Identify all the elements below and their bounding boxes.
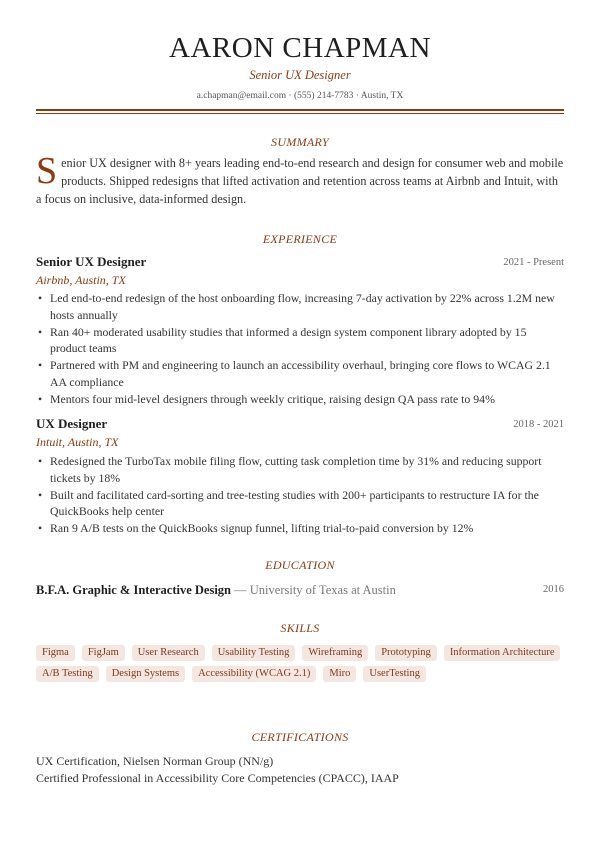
skills-heading: SKILLS [280,621,320,635]
certification-item: Certified Professional in Accessibility Core Competencies (CPACC), IAAP [36,771,399,785]
experience-heading: EXPERIENCE [262,232,338,246]
certification-item: UX Certification, Nielsen Norman Group (NN/g) [36,754,274,768]
job-bullet: • Built and facilitated card-sorting and tree-testing studies with 200+ participants to restructure IA for the QuickBooks help center [36,487,564,520]
skill-chip: Accessibility (WCAG 2.1) [192,666,316,682]
summary-dropcap: S [36,150,58,192]
job-company: Intuit, Austin, TX [36,435,119,449]
skill-chip: Prototyping [375,645,437,661]
summary-text: enior UX designer with 8+ years leading end-to-end research and design for consumer web and mobile products. Shipped redesigns that lifted activation and retention across teams at Airbnb and Intuit, with a focus on inclusive, data-informed design. [36,156,564,206]
education-school: University of Texas at Austin [249,583,396,597]
education-year: 2016 [543,584,564,595]
education-entry [36,582,564,598]
education-degree: B.F.A. Graphic & Interactive Design [36,583,232,597]
skills-list [36,645,564,682]
skill-chip: Wireframing [302,645,368,661]
education-separator: — [234,583,247,597]
job-title: Senior UX Designer [36,254,147,269]
header-divider-thin [36,113,564,114]
header-divider-thick [36,109,564,111]
skill-chip: Miro [323,666,356,682]
candidate-role: Senior UX Designer [249,68,351,82]
skill-chip: FigJam [82,645,125,661]
skill-chip: Figma [36,645,75,661]
job-dates: 2018 - 2021 [513,419,564,430]
job-bullet: • Partnered with PM and engineering to launch an accessibility overhaul, bringing core flows to WCAG 2.1 AA compliance [36,357,564,390]
skill-chip: A/B Testing [36,666,99,682]
certifications-list [36,753,564,787]
job-bullets [36,453,564,537]
certifications-heading: CERTIFICATIONS [251,730,349,744]
job-bullet: • Ran 9 A/B tests on the QuickBooks signup funnel, lifting trial-to-paid conversion by 12% [36,520,564,537]
job-bullet: • Ran 40+ moderated usability studies that informed a design system component library adopted by 15 product teams [36,324,564,357]
candidate-name: AARON CHAPMAN [169,32,431,64]
skill-chip: Information Architecture [444,645,561,661]
summary-heading: SUMMARY [271,135,329,149]
job-bullet: • Mentors four mid-level designers through weekly critique, raising design QA pass rate to 94% [36,391,564,408]
summary-text-block [36,150,564,208]
contact-line: a.chapman@email.com · (555) 214-7783 · Austin, TX [196,91,404,101]
skill-chip: Usability Testing [212,645,296,661]
job-bullets [36,290,564,408]
job-bullet: • Led end-to-end redesign of the host onboarding flow, increasing 7-day activation by 22% across 1.2M new hosts annually [36,290,564,323]
job-company: Airbnb, Austin, TX [36,273,126,287]
job-title: UX Designer [36,416,108,431]
education-heading: EDUCATION [265,558,335,572]
skill-chip: UserTesting [363,666,426,682]
skill-chip: Design Systems [106,666,185,682]
skill-chip: User Research [132,645,205,661]
job-bullet: • Redesigned the TurboTax mobile filing flow, cutting task completion time by 31% and reducing support tickets by 18% [36,453,564,486]
job-dates: 2021 - Present [503,257,564,268]
